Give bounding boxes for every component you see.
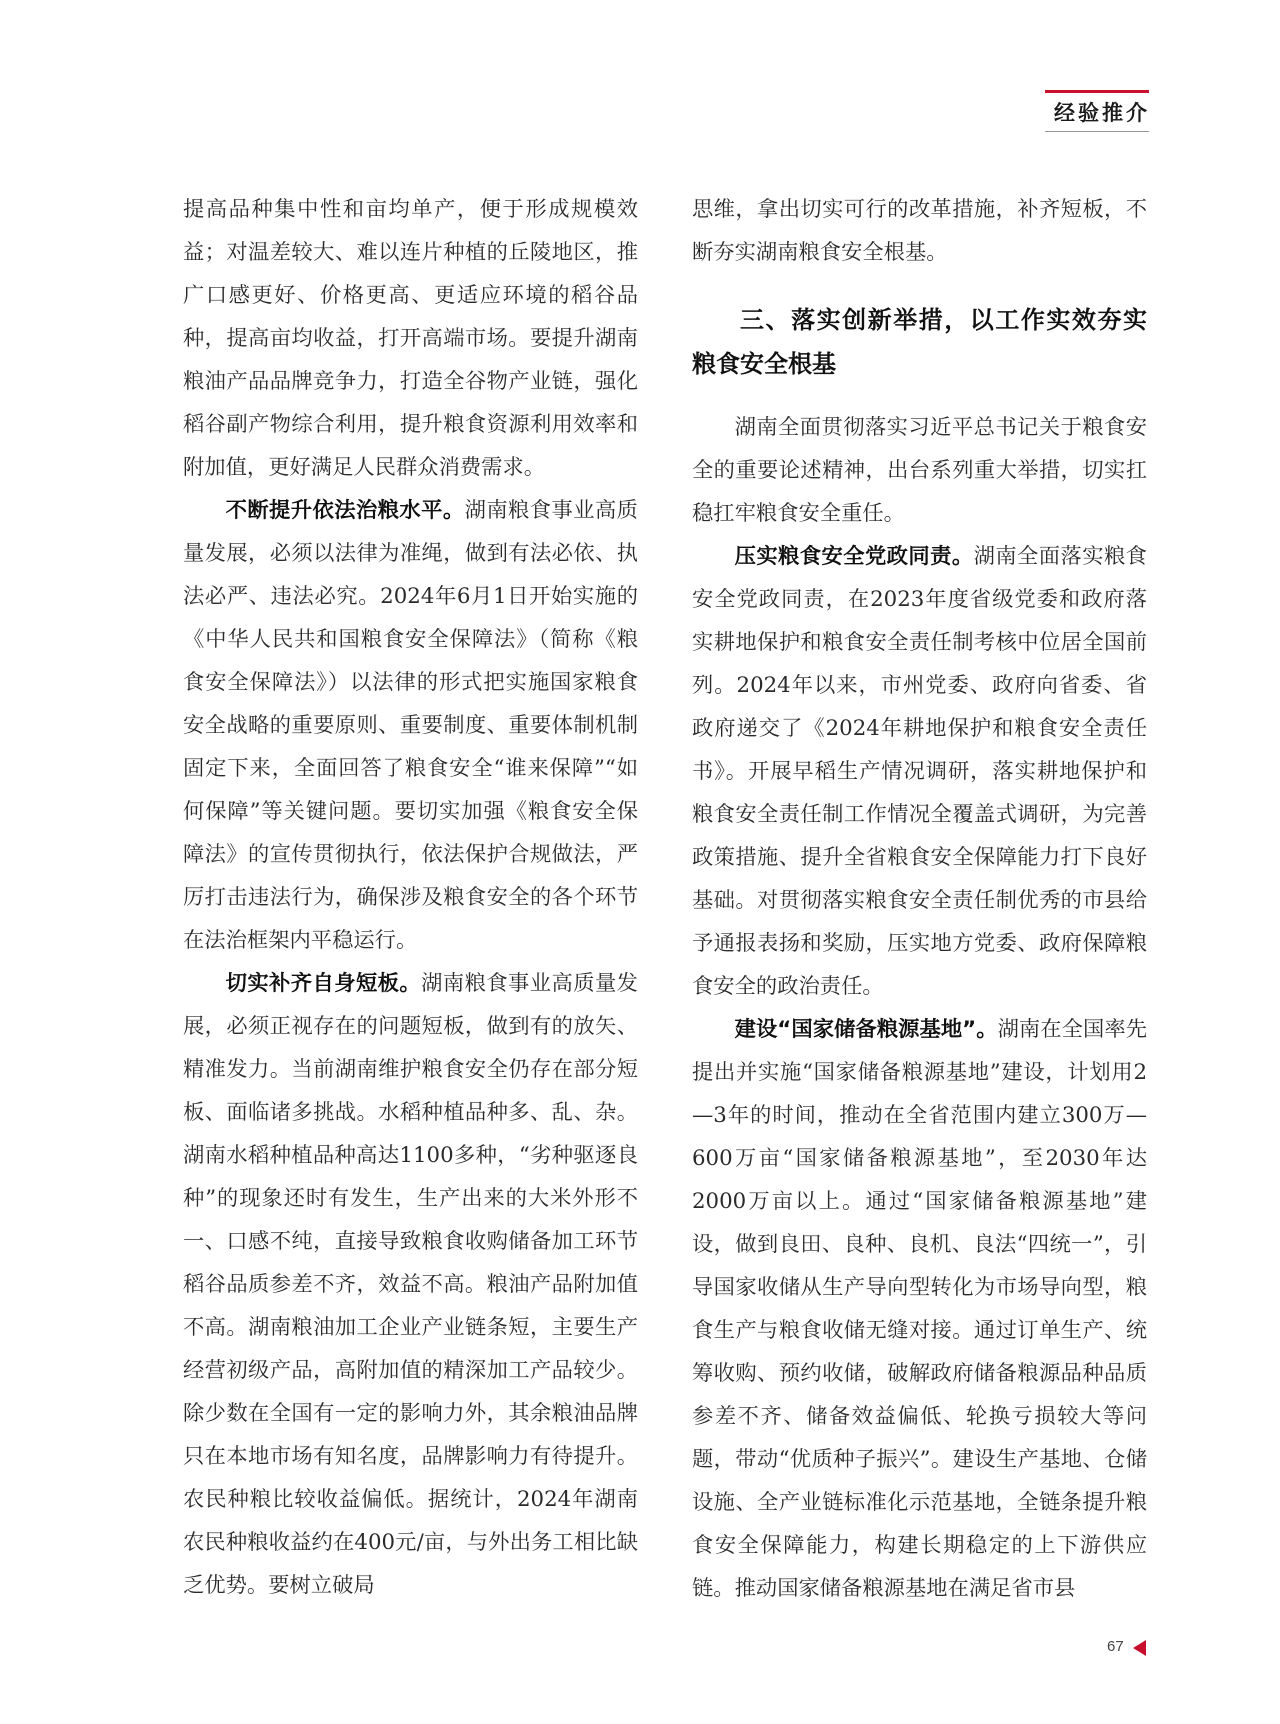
section-tag: 经验推介: [1054, 101, 1150, 125]
right-column: [692, 188, 1147, 1610]
paragraph-continued: 提高品种集中性和亩均单产，便于形成规模效益；对温差较大、难以连片种植的丘陵地区，推广口感更好、价格更高、更适应环境的稻谷品种，提高亩均收益，打开高端市场。要提升湖南粮油产品品牌竞争力，打造全谷物产业链，强化稻谷副产物综合利用，提升粮食资源利用效率和附加值，更好满足人民群众消费需求。: [183, 197, 638, 480]
paragraph-body: 湖南粮食事业高质量发展，必须正视存在的问题短板，做到有的放矢、精准发力。当前湖南维护粮食安全仍存在部分短板、面临诸多挑战。水稻种植品种多、乱、杂。湖南水稻种植品种高达1100多种，“劣种驱逐良种”的现象还时有发生，生产出来的大米外形不一、口感不纯，直接导致粮食收购储备加工环节稻谷品质参差不齐，效益不高。粮油产品附加值不高。湖南粮油加工企业产业链条短，主要生产经营初级产品，高附加值的精深加工产品较少。除少数在全国有一定的影响力外，其余粮油品牌只在本地市场有知名度，品牌影响力有待提升。农民种粮比较收益偏低。据统计，2024年湖南农民种粮收益约在400元/亩，与外出务工相比缺乏优势。要树立破局: [183, 971, 638, 1598]
paragraph-body: 湖南粮食事业高质量发展，必须以法律为准绳，做到有法必依、执法必严、违法必究。2024年6月1日开始实施的《中华人民共和国粮食安全保障法》（简称《粮食安全保障法》）以法律的形式把实施国家粮食安全战略的重要原则、重要制度、重要体制机制固定下来，全面回答了粮食安全“谁来保障”“如何保障”等关键问题。要切实加强《粮食安全保障法》的宣传贯彻执行，依法保护合规做法，严厉打击违法行为，确保涉及粮食安全的各个环节在法治框架内平稳运行。: [183, 498, 638, 953]
paragraph-body: 湖南全面落实粮食安全党政同责，在2023年度省级党委和政府落实耕地保护和粮食安全责任制考核中位居全国前列。2024年以来，市州党委、政府向省委、省政府递交了《2024年耕地保护和粮食安全责任书》。开展早稻生产情况调研，落实耕地保护和粮食安全责任制工作情况全覆盖式调研，为完善政策措施、提升全省粮食安全保障能力打下良好基础。对贯彻落实粮食安全责任制优秀的市县给予通报表扬和奖励，压实地方党委、政府保障粮食安全的政治责任。: [692, 544, 1147, 999]
paragraph-lead: 建设“国家储备粮源基地”。: [734, 1017, 998, 1042]
left-column: [183, 188, 638, 1607]
page-number: 67: [1107, 1638, 1124, 1655]
header-underline: [1045, 131, 1149, 132]
paragraph-body: 湖南在全国率先提出并实施“国家储备粮源基地”建设，计划用2—3年的时间，推动在全省范围内建立300万—600万亩“国家储备粮源基地”，至2030年达2000万亩以上。通过“国家储备粮源基地”建设，做到良田、良种、良机、良法“四统一”，引导国家收储从生产导向型转化为市场导向型，粮食生产与粮食收储无缝对接。通过订单生产、统筹收购、预约收储，破解政府储备粮源品种品质参差不齐、储备效益偏低、轮换亏损较大等问题，带动“优质种子振兴”。建设生产基地、仓储设施、全产业链标准化示范基地，全链条提升粮食安全保障能力，构建长期稳定的上下游供应链。推动国家储备粮源基地在满足省市县: [692, 1017, 1147, 1601]
paragraph-continued: 思维，拿出切实可行的改革措施，补齐短板，不断夯实湖南粮食安全根基。: [692, 197, 1147, 265]
section-heading: 三、落实创新举措，以工作实效夯实粮食安全根基: [692, 306, 1147, 378]
paragraph-responsibility: [692, 535, 1147, 1008]
paragraph-rule-of-law: [183, 489, 638, 962]
page-marker-triangle-icon: [1133, 1640, 1146, 1656]
paragraph-shortcomings: [183, 962, 638, 1607]
header-rule: [1045, 90, 1149, 93]
paragraph-lead: 压实粮食安全党政同责。: [734, 544, 974, 569]
paragraph-grain-base: [692, 1008, 1147, 1610]
paragraph-intro: 湖南全面贯彻落实习近平总书记关于粮食安全的重要论述精神，出台系列重大举措，切实扛稳扛牢粮食安全重任。: [692, 415, 1147, 526]
paragraph-lead: 不断提升依法治粮水平。: [225, 498, 465, 523]
paragraph-lead: 切实补齐自身短板。: [225, 971, 422, 996]
